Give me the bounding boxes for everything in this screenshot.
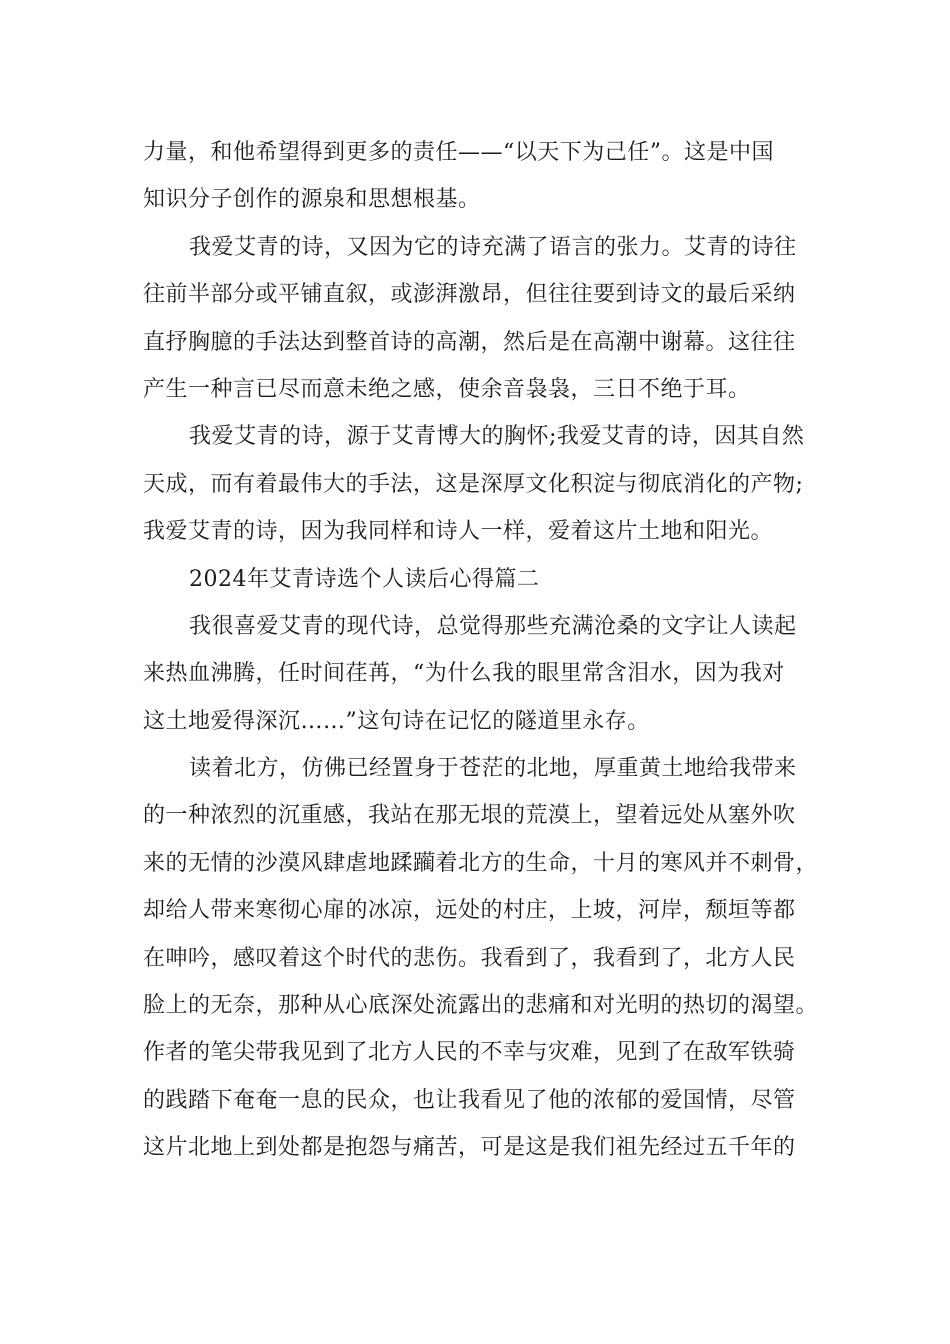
section-heading: 2024年艾青诗选个人读后心得篇二	[189, 566, 540, 592]
text-line: 力量，和他希望得到更多的责任——“以天下为己任”。这是中国	[143, 140, 774, 165]
paragraph-start-line: 我爱艾青的诗，又因为它的诗充满了语言的张力。艾青的诗往	[189, 234, 797, 260]
text-line: 的一种浓烈的沉重感，我站在那无垠的荒漠上，望着远处从塞外吹	[143, 803, 796, 829]
paragraph-start-line: 读着北方，仿佛已经置身于苍茫的北地，厚重黄土地给我带来	[189, 756, 797, 782]
text-line: 来的无情的沙漠风肆虐地蹂躏着北方的生命，十月的寒风并不刺骨，	[143, 850, 819, 876]
text-line: 往前半部分或平铺直叙，或澎湃激昂，但往往要到诗文的最后采纳	[143, 282, 796, 308]
text-line: 这片北地上到处都是抱怨与痛苦，可是这是我们祖先经过五千年的	[143, 1135, 796, 1161]
text-line: 在呻吟，感叹着这个时代的悲伤。我看到了，我看到了，北方人民	[143, 945, 796, 971]
text-line: 天成，而有着最伟大的手法，这是深厚文化积淀与彻底消化的产物;	[143, 471, 804, 497]
text-line: 这土地爱得深沉……”这句诗在记忆的隧道里永存。	[143, 708, 650, 734]
paragraph-start-line: 我爱艾青的诗，源于艾青博大的胸怀;我爱艾青的诗，因其自然	[189, 424, 805, 450]
text-line: 直抒胸臆的手法达到整首诗的高潮，然后是在高潮中谢幕。这往往	[143, 329, 796, 355]
text-line: 脸上的无奈，那种从心底深处流露出的悲痛和对光明的热切的渴望。	[143, 993, 819, 1019]
document-body	[143, 129, 823, 1172]
text-line: 的践踏下奄奄一息的民众，也让我看见了他的浓郁的爱国情，尽管	[143, 1087, 796, 1113]
text-line: 来热血沸腾，任时间荏苒，“为什么我的眼里常含泪水，因为我对	[143, 661, 785, 687]
text-line: 我爱艾青的诗，因为我同样和诗人一样，爱着这片土地和阳光。	[143, 519, 774, 545]
paragraph-start-line: 我很喜爱艾青的现代诗，总觉得那些充满沧桑的文字让人读起	[189, 613, 797, 639]
text-line: 却给人带来寒彻心扉的冰凉，远处的村庄，上坡，河岸，颓垣等都	[143, 898, 796, 924]
text-line: 产生一种言已尽而意未绝之感，使余音袅袅，三日不绝于耳。	[143, 376, 751, 402]
text-line: 作者的笔尖带我见到了北方人民的不幸与灾难，见到了在敌军铁骑	[143, 1040, 796, 1066]
text-line: 知识分子创作的源泉和思想根基。	[143, 187, 481, 213]
